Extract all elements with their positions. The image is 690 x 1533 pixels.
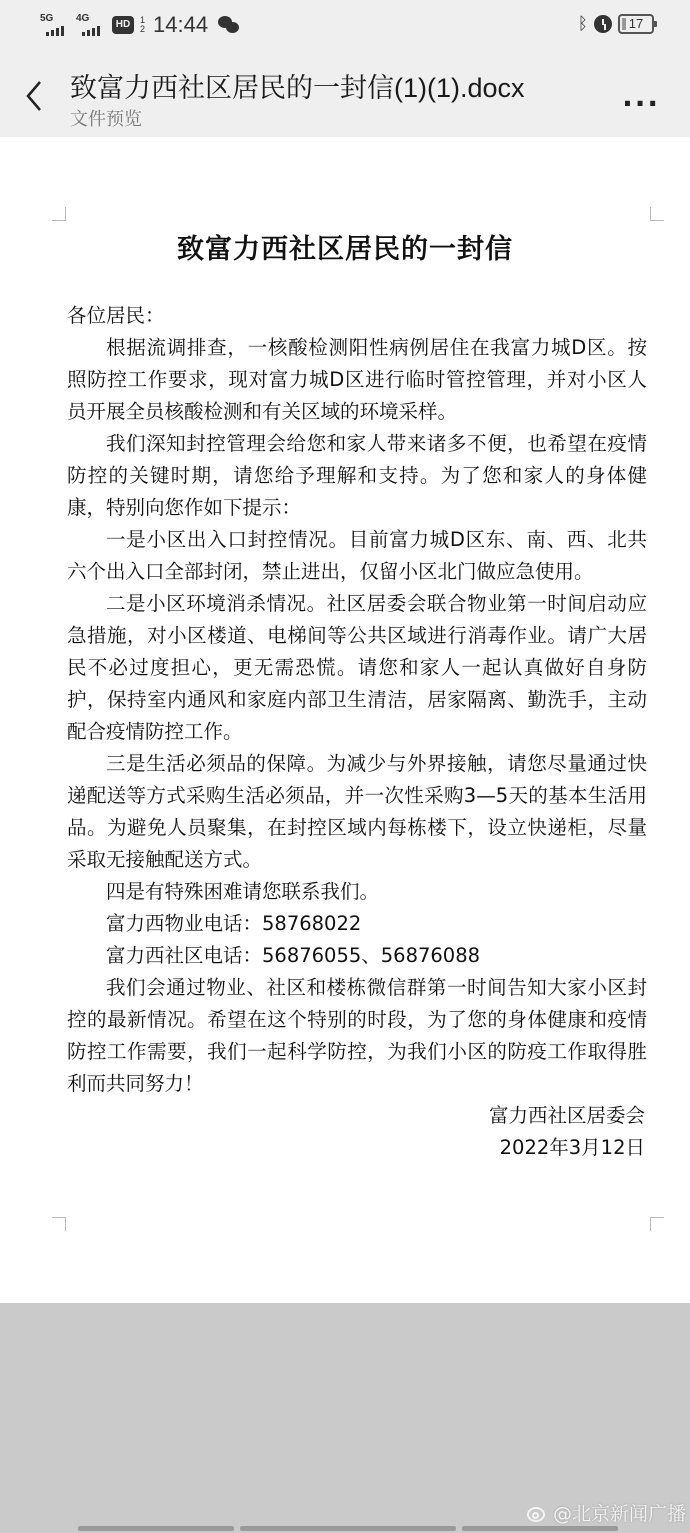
chevron-left-icon bbox=[20, 78, 50, 114]
paragraph: 一是小区出入口封控情况。目前富力城D区东、南、西、北共六个出入口全部封闭，禁止进出，仅留小区北门做应急使用。 bbox=[67, 528, 647, 583]
crop-mark-top-left bbox=[52, 207, 66, 221]
document-title: 致富力西社区居民的一封信 bbox=[177, 234, 513, 265]
hd-sim-indicator: 1 2 bbox=[140, 15, 146, 34]
signal-5g-icon: 5G bbox=[40, 13, 70, 37]
property-phone: 富力西物业电话：58768022 bbox=[106, 912, 362, 935]
weibo-icon bbox=[527, 1503, 549, 1523]
watermark-text: @北京新闻广播 bbox=[552, 1503, 686, 1525]
paragraph: 根据流调排查，一核酸检测阳性病例居住在我富力城D区。按照防控工作要求，现对富力城D区进行临时管控管理，并对小区人员开展全员核酸检测和有关区域的环境采样。 bbox=[67, 336, 647, 423]
clock: 14:44 bbox=[153, 12, 209, 37]
crop-mark-bottom-right bbox=[650, 1217, 664, 1231]
more-options-button[interactable]: ... bbox=[622, 80, 660, 113]
nav-bar-segment bbox=[240, 1526, 456, 1531]
salutation: 各位居民： bbox=[67, 304, 165, 327]
weibo-watermark bbox=[527, 1499, 686, 1526]
paragraph: 我们深知封控管理会给您和家人带来诸多不便，也希望在疫情防控的关键时期，请您给予理解和支持。为了您和家人的身体健康，特别向您作如下提示： bbox=[67, 432, 647, 519]
nav-bar-segment bbox=[78, 1526, 234, 1531]
status-bar bbox=[0, 0, 690, 52]
file-title: 致富力西社区居民的一封信(1)(1).docx bbox=[70, 73, 525, 103]
battery-icon: 17 bbox=[618, 14, 654, 34]
document-page[interactable] bbox=[0, 137, 690, 1303]
paragraph: 二是小区环境消杀情况。社区居委会联合物业第一时间启动应急措施，对小区楼道、电梯间等公共区域进行消毒作业。请广大居民不必过度担心，更无需恐慌。请您和家人一起认真做好自身防护，保持室内通风和家庭内部卫生清洁，居家隔离、勤洗手，主动配合疫情防控工作。 bbox=[67, 592, 647, 743]
nav-bar-segment bbox=[462, 1526, 618, 1531]
paragraph: 三是生活必须品的保障。为减少与外界接触，请您尽量通过快递配送等方式采购生活必须品，并一次性采购3—5天的基本生活用品。为避免人员聚集，在封控区域内每栋楼下，设立快递柜，尽量采取无接触配送方式。 bbox=[67, 752, 647, 871]
app-bar bbox=[0, 52, 690, 137]
paragraph: 四是有特殊困难请您联系我们。 bbox=[106, 880, 380, 903]
bluetooth-icon: ᛒ bbox=[577, 14, 588, 34]
community-phone: 富力西社区电话：56876055、56876088 bbox=[106, 944, 481, 967]
document-body bbox=[67, 300, 647, 1164]
signal-4g-icon: 4G bbox=[76, 13, 106, 37]
file-preview-label: 文件预览 bbox=[70, 109, 142, 130]
date: 2022年3月12日 bbox=[499, 1136, 645, 1159]
wechat-icon bbox=[218, 16, 240, 34]
back-button[interactable] bbox=[20, 78, 50, 114]
crop-mark-bottom-left bbox=[52, 1217, 66, 1231]
paragraph: 我们会通过物业、社区和楼栋微信群第一时间告知大家小区封控的最新情况。希望在这个特别的时段，为了您的身体健康和疫情防控工作需要，我们一起科学防控，为我们小区的防疫工作取得胜利而共同努力！ bbox=[67, 976, 647, 1095]
hd-voice-icon: HD bbox=[112, 16, 134, 34]
alarm-icon bbox=[594, 15, 612, 33]
crop-mark-top-right bbox=[650, 207, 664, 221]
signature: 富力西社区居委会 bbox=[488, 1104, 645, 1127]
